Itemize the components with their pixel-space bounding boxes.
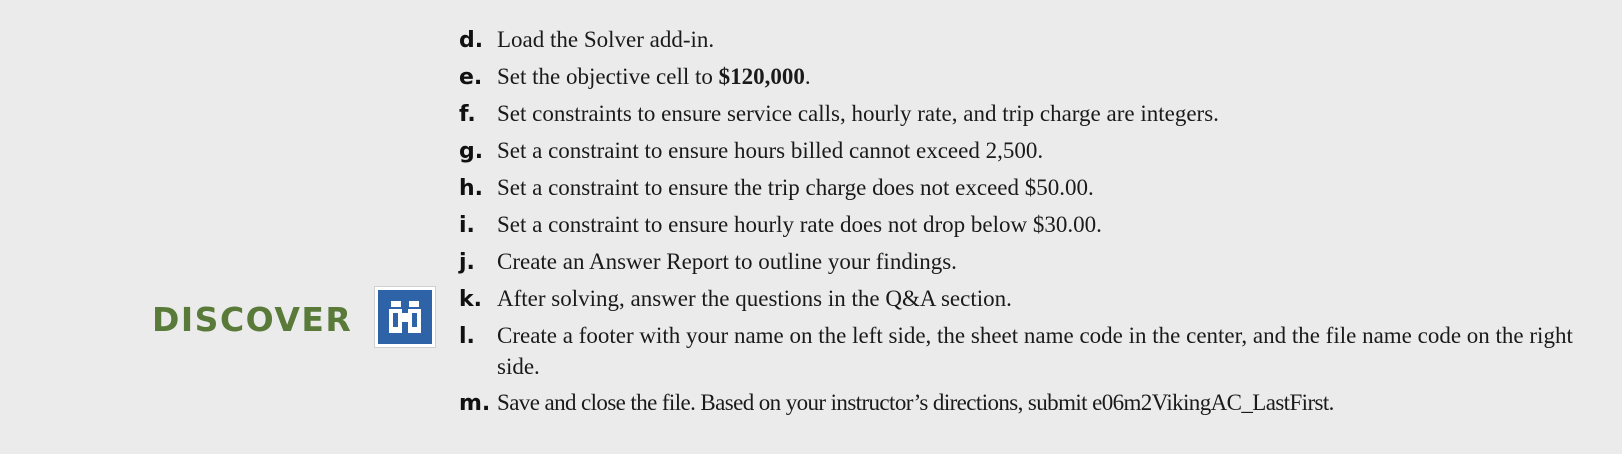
step-text: Set a constraint to ensure the trip charge does not exceed $50.00.: [497, 175, 1094, 200]
step-letter: f.: [459, 102, 476, 127]
step-text: Create a footer with your name on the left side, the sheet name code in the center, and the file name code on the right side.: [497, 323, 1573, 379]
step-text: After solving, answer the questions in the Q&A section.: [497, 286, 1012, 311]
step-letter: j.: [459, 250, 475, 275]
objective-value: $120,000: [718, 64, 805, 89]
step-item: [459, 172, 1579, 204]
step-letter: h.: [459, 176, 484, 201]
step-item: [459, 24, 1579, 56]
step-item: [459, 387, 1579, 419]
step-item: [459, 209, 1579, 241]
step-letter: e.: [459, 65, 483, 90]
step-item: [459, 320, 1579, 382]
step-letter: k.: [459, 287, 482, 312]
step-text-before: Set the objective cell to: [497, 64, 719, 89]
step-text: Set a constraint to ensure hours billed cannot exceed 2,500.: [497, 138, 1044, 163]
discover-label: DISCOVER: [152, 299, 353, 339]
step-text: Set a constraint to ensure hourly rate does not drop below $30.00.: [497, 212, 1102, 237]
instruction-steps: [459, 24, 1579, 424]
step-text-after: .: [804, 64, 811, 89]
step-item: [459, 283, 1579, 315]
step-letter: i.: [459, 213, 475, 238]
step-item: [459, 61, 1579, 93]
step-letter: m.: [459, 391, 491, 416]
discover-callout: [152, 290, 436, 348]
step-text: Save and close the file. Based on your instructor’s directions, submit e06m2VikingAC_LastFirst.: [497, 390, 1334, 415]
binoculars-icon: [378, 290, 432, 344]
step-item: [459, 135, 1579, 167]
step-letter: l.: [459, 324, 475, 349]
step-item: [459, 246, 1579, 278]
step-text: Set constraints to ensure service calls, hourly rate, and trip charge are integers.: [497, 101, 1219, 126]
step-text: Load the Solver add-in.: [497, 27, 715, 52]
step-item: [459, 98, 1579, 130]
step-letter: d.: [459, 28, 484, 53]
step-letter: g.: [459, 139, 484, 164]
binoculars-icon-glyph: [385, 297, 425, 337]
discover-icon-frame: [374, 286, 436, 348]
step-text: Create an Answer Report to outline your findings.: [497, 249, 957, 274]
step-text: [497, 61, 1579, 92]
